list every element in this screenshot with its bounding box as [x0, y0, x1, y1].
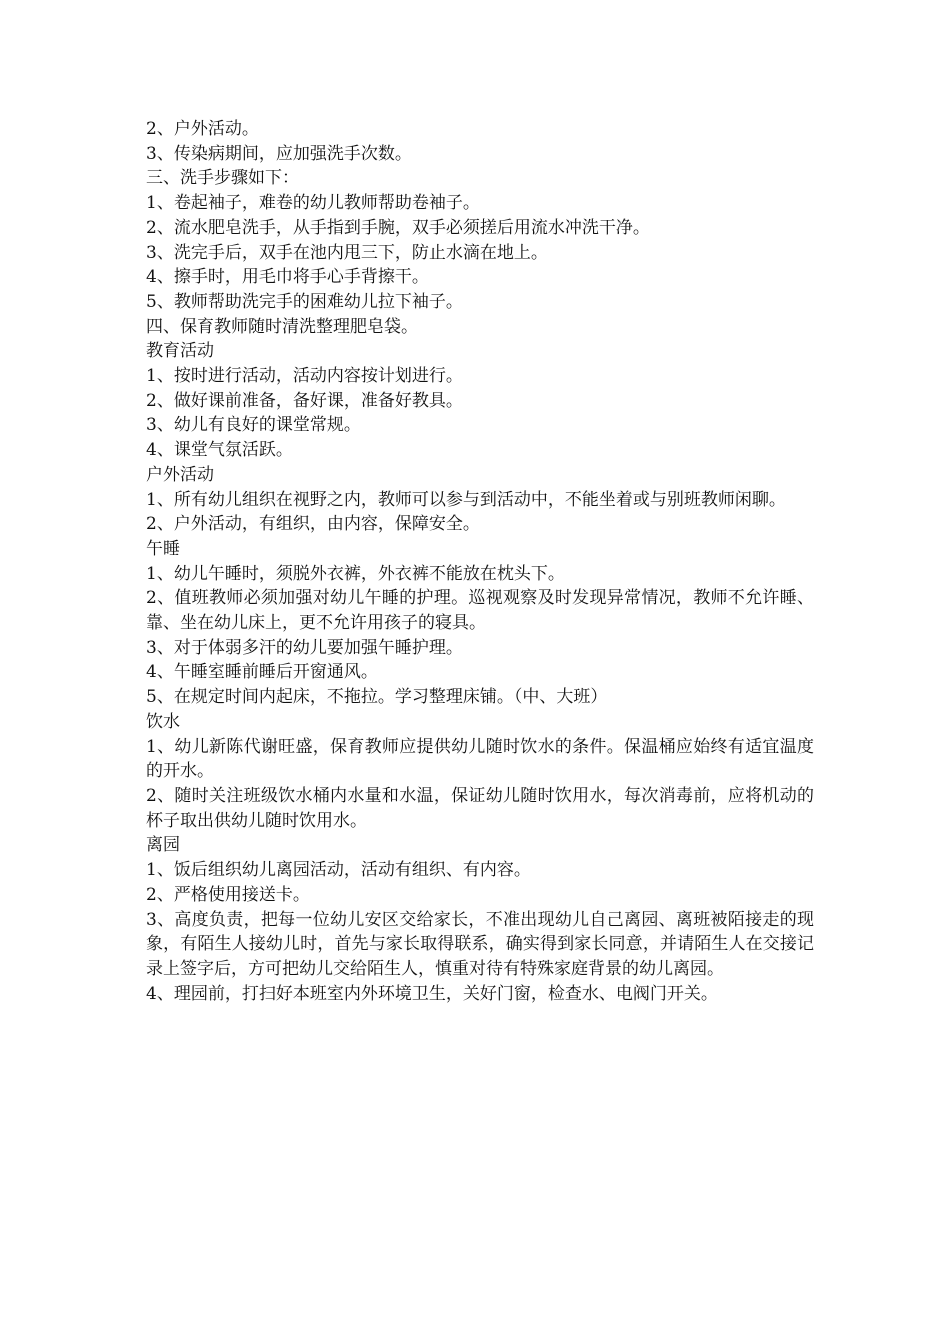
text-line: 1、按时进行活动，活动内容按计划进行。 — [146, 366, 463, 387]
text-line: 3、传染病期间，应加强洗手次数。 — [146, 143, 412, 164]
text-line: 2、随时关注班级饮水桶内水量和水温，保证幼儿随时饮用水，每次消毒前，应将机动的杯子取出供幼儿随时饮用水。 — [146, 785, 814, 831]
text-line: 2、严格使用接送卡。 — [146, 884, 310, 905]
text-line: 4、擦手时，用毛巾将手心手背擦干。 — [146, 267, 429, 288]
text-line: 3、高度负责，把每一位幼儿安区交给家长，不准出现幼儿自己离园、离班被陌接走的现象，有陌生人接幼儿时，首先与家长取得联系，确实得到家长同意，并请陌生人在交接记录上签字后，方可把幼儿交给陌生人，慎重对待有特殊家庭背景的幼儿离园。 — [146, 909, 814, 979]
text-line: 1、幼儿新陈代谢旺盛，保育教师应提供幼儿随时饮水的条件。保温桶应始终有适宜温度的开水。 — [146, 736, 814, 782]
text-line: 1、幼儿午睡时，须脱外衣裤，外衣裤不能放在枕头下。 — [146, 563, 565, 584]
section-heading: 教育活动 — [146, 341, 214, 362]
section-heading: 午睡 — [146, 538, 180, 559]
text-line: 2、流水肥皂洗手，从手指到手腕，双手必须搓后用流水冲洗干净。 — [146, 217, 650, 238]
text-line: 2、户外活动，有组织，由内容，保障安全。 — [146, 514, 480, 535]
text-line: 3、洗完手后，双手在池内甩三下，防止水滴在地上。 — [146, 242, 548, 263]
text-line: 3、对于体弱多汗的幼儿要加强午睡护理。 — [146, 637, 463, 658]
text-line: 3、幼儿有良好的课堂常规。 — [146, 415, 361, 436]
document-body — [146, 117, 814, 1006]
text-line: 4、午睡室睡前睡后开窗通风。 — [146, 662, 378, 683]
text-line: 1、卷起袖子，难卷的幼儿教师帮助卷袖子。 — [146, 193, 480, 214]
text-line: 2、户外活动。 — [146, 119, 259, 139]
text-line: 4、理园前，打扫好本班室内外环境卫生，关好门窗，检查水、电阀门开关。 — [146, 983, 718, 1004]
section-heading: 三、洗手步骤如下： — [146, 168, 299, 189]
section-heading: 四、保育教师随时清洗整理肥皂袋。 — [146, 316, 418, 337]
text-line: 2、值班教师必须加强对幼儿午睡的护理。巡视观察及时发现异常情况，教师不允许睡、靠、坐在幼儿床上，更不允许用孩子的寝具。 — [146, 588, 814, 634]
text-line: 1、所有幼儿组织在视野之内，教师可以参与到活动中，不能坐着或与别班教师闲聊。 — [146, 489, 786, 510]
text-line: 5、教师帮助洗完手的困难幼儿拉下袖子。 — [146, 291, 463, 312]
text-line: 2、做好课前准备，备好课，准备好教具。 — [146, 390, 463, 411]
section-heading: 离园 — [146, 835, 180, 856]
section-heading: 户外活动 — [146, 464, 214, 485]
section-heading: 饮水 — [146, 711, 180, 732]
text-line: 1、饭后组织幼儿离园活动，活动有组织、有内容。 — [146, 860, 531, 881]
text-line: 5、在规定时间内起床，不拖拉。学习整理床铺。（中、大班） — [146, 687, 608, 708]
text-line: 4、课堂气氛活跃。 — [146, 440, 293, 461]
